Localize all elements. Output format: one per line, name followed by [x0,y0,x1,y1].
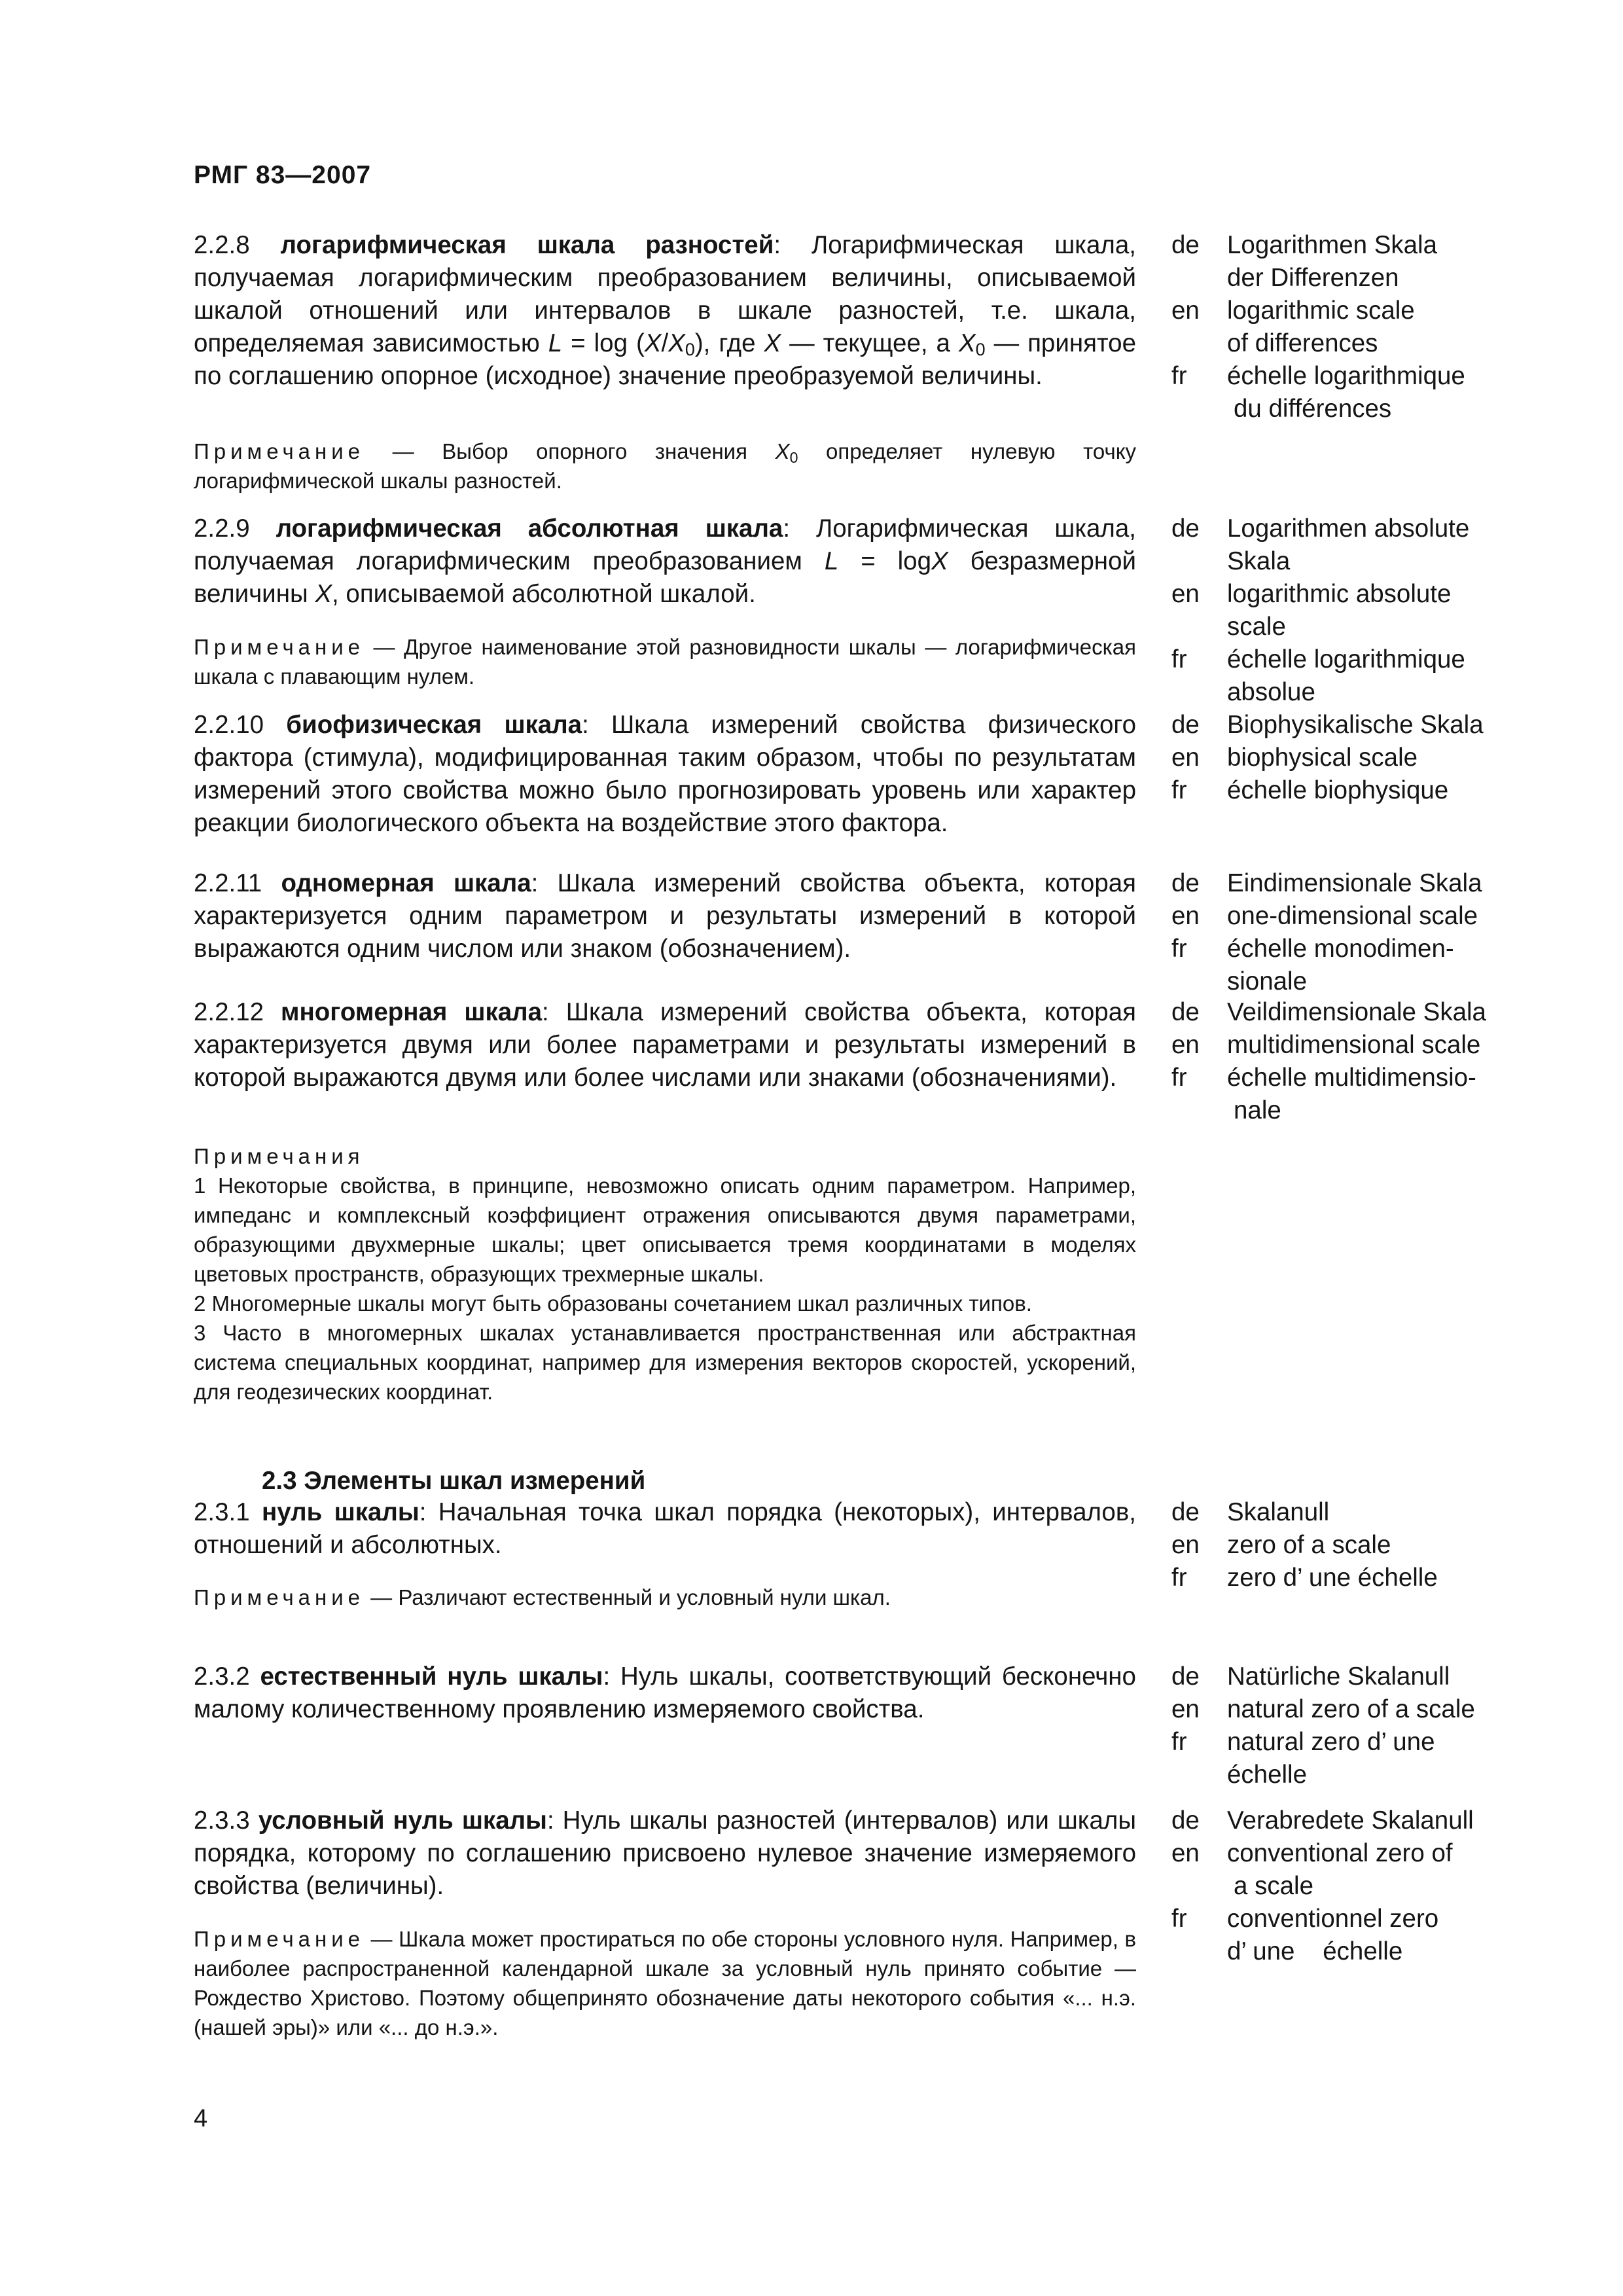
translations-2-2-9: de Logarithmen absolute Skala en logarithmic absolute scale fr échelle logarithmique absolue [1171,512,1538,709]
notes-label: Примечания [194,1144,365,1168]
notes-2-2-12 [194,1141,1136,1407]
translation-de: Skalanull [1227,1498,1330,1526]
translation-en: logarithmic scale [1227,296,1415,325]
term-definition: : Нуль шкалы, соответствующий бесконечно малому количественному проявлению измеряемого свойства. [194,1662,1136,1723]
term-2-2-12 [194,996,1136,1094]
term-number: 2.2.9 [194,514,250,543]
term-name: нуль шкалы [262,1498,419,1526]
term-number: 2.3.3 [194,1806,250,1835]
term-name: условный нуль шкалы [258,1806,547,1835]
note-label: Примечание [194,439,365,463]
term-definition: : Логарифмическая шкала, получаемая логарифмическим преобразованием величины, описываемой шкалой отношений или интервалов в шкале разностей, т.е. шкала, определяемая зависимостью $L = \log (X/X_0)$, где X — текущее, а $X_0$ — принятое по соглашению опорное (исходное) значение преобразуемой величины. [194,231,1136,390]
translation-de: Eindimensionale Skala [1227,869,1482,897]
term-definition: : Шкала измерений свойства объекта, которая характеризуется одним параметром и результаты измерений в которой выражаются одним числом или знаком (обозначением). [194,869,1136,963]
translation-fr: échelle biophysique [1227,776,1449,804]
term-2-3-1 [194,1496,1136,1562]
term-2-3-2 [194,1660,1136,1726]
translation-fr: échelle monodimen- [1227,935,1454,963]
translation-fr: échelle logarithmique [1227,362,1465,390]
term-definition: : Шкала измерений свойства физического фактора (стимула), модифицированная таким образом, чтобы по результатам измерений этого свойства можно было прогнозировать уровень или характер реакции биологического объекта на воздействие этого фактора. [194,711,1136,837]
translation-en: natural zero of a scale [1227,1695,1475,1723]
translation-en: one-dimensional scale [1227,902,1478,930]
term-definition: : Нуль шкалы разностей (интервалов) или шкалы порядка, которому по соглашению присвоено нулевое значение измеряемого свойства (величины). [194,1806,1137,1900]
note-2-2-9: Примечание — Другое наименование этой разновидности шкалы — логарифмическая шкала с плавающим нулем. [194,635,1136,689]
translation-de: Natürliche Skalanull [1227,1662,1450,1691]
translations-2-3-2: de Natürliche Skalanull en natural zero of a scale fr natural zero d’ une échelle [1171,1660,1538,1791]
term-2-2-9 [194,512,1136,611]
translation-en: zero of a scale [1227,1531,1391,1559]
term-number: 2.2.11 [194,869,262,897]
term-name: логарифмическая абсолютная шкала [276,514,783,543]
translation-fr: conventionnel zero [1227,1905,1439,1933]
translation-de: Logarithmen Skala [1227,231,1438,259]
translations-2-2-10: de Biophysikalische Skala en biophysical scale fr échelle biophysique [1171,709,1538,807]
term-number: 2.2.8 [194,231,250,259]
term-number: 2.2.10 [194,711,264,739]
term-2-2-8 [194,229,1136,393]
term-name: многомерная шкала [281,998,543,1026]
term-2-2-11 [194,867,1136,965]
translations-2-3-1: de Skalanull en zero of a scale fr zero d’ une échelle [1171,1496,1538,1594]
translation-en: logarithmic absolute [1227,580,1452,608]
translation-en: multidimensional scale [1227,1031,1481,1059]
note-2-2-8: Примечание — Выбор опорного значения $X_0$ определяет нулевую точку логарифмической шкалы разностей. [194,439,1137,493]
translation-fr: échelle logarithmique [1227,645,1465,673]
translation-fr: zero d’ une échelle [1227,1564,1438,1592]
note-item-3: 3 Часто в многомерных шкалах устанавливается пространственная или абстрактная система специальных координат, например для измерения векторов скоростей, ускорений, для геодезических координат. [194,1321,1136,1404]
term-number: 2.2.12 [194,998,264,1026]
page-number: 4 [194,2105,208,2132]
note-item-2: 2 Многомерные шкалы могут быть образованы сочетанием шкал различных типов. [194,1291,1032,1316]
note-item-1: 1 Некоторые свойства, в принципе, невозможно описать одним параметром. Например, импеданс и комплексный коэффициент отражения описываются двумя параметрами, образующими двухмерные шкалы; цвет описывается тремя координатами в моделях цветовых пространств, образующих трехмерные шкалы. [194,1174,1136,1286]
translations-2-2-12: de Veildimensionale Skala en multidimensional scale fr échelle multidimensio- nale [1171,996,1538,1127]
term-definition: : Начальная точка шкал порядка (некоторых), интервалов, отношений и абсолютных. [194,1498,1136,1559]
term-2-2-10 [194,709,1136,840]
translation-fr: échelle multidimensio- [1227,1064,1476,1092]
note-label: Примечание [194,1585,365,1609]
translation-fr: natural zero d’ une [1227,1728,1435,1756]
section-heading: 2.3 Элементы шкал измерений [262,1467,646,1495]
translation-de: Verabredete Skalanull [1227,1806,1474,1835]
term-2-3-3 [194,1804,1136,1903]
note-label: Примечание [194,635,365,659]
term-name: логарифмическая шкала разностей [280,231,774,259]
term-name: биофизическая шкала [286,711,582,739]
term-name: одномерная шкала [281,869,531,897]
term-name: естественный нуль шкалы [260,1662,603,1691]
translations-2-2-8: de Logarithmen Skala der Differenzen en logarithmic scale of differences fr échelle logarithmique du différences [1171,229,1538,425]
note-label: Примечание [194,1927,365,1951]
translation-de: Biophysikalische Skala [1227,711,1484,739]
note-2-3-1: Примечание — Различают естественный и условный нули шкал. [194,1585,891,1609]
translation-en: conventional zero of [1227,1839,1453,1867]
translation-de: Veildimensionale Skala [1227,998,1486,1026]
term-definition: : Шкала измерений свойства объекта, которая характеризуется двумя или более параметрами и результаты измерений в которой выражаются двумя или более числами или знаками (обозначениями). [194,998,1136,1092]
term-definition: : Логарифмическая шкала, получаемая логарифмическим преобразованием L = logX безразмерной величины X, описываемой абсолютной шкалой. [194,514,1136,608]
document-header: РМГ 83—2007 [194,161,372,189]
translations-2-2-11: de Eindimensionale Skala en one-dimensional scale fr échelle monodimen- sionale [1171,867,1538,998]
term-number: 2.3.1 [194,1498,250,1526]
term-number: 2.3.2 [194,1662,250,1691]
translations-2-3-3: de Verabredete Skalanull en conventional zero of a scale fr conventionnel zero d’ une échelle [1171,1804,1538,1968]
translation-en: biophysical scale [1227,744,1418,772]
translation-de: Logarithmen absolute [1227,514,1470,543]
note-2-3-3: Примечание — Шкала может простираться по обе стороны условного нуля. Например, в наиболее распространенной календарной шкале за условный нуль принято событие — Рождество Христово. Поэтому общепринято обозначение даты некоторого события «... н.э. (нашей эры)» или «... до н.э.». [194,1927,1136,2039]
